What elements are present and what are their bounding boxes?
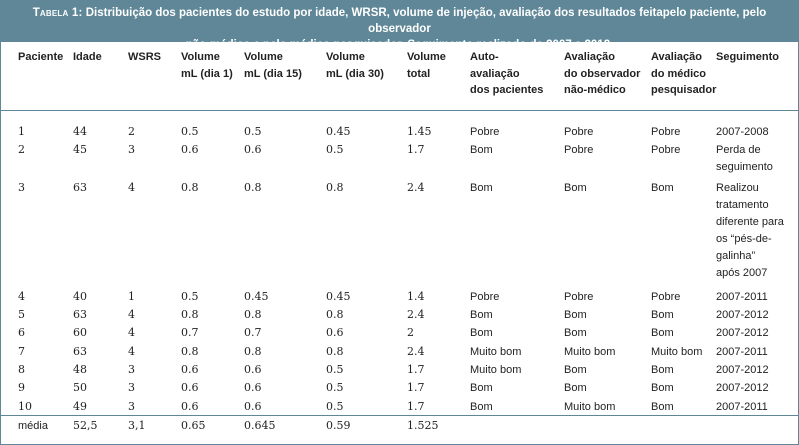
cell-paciente: 9 [18, 381, 25, 394]
cell-avaliacao-observador: Pobre [564, 126, 594, 138]
cell-volume-dia15: 0.8 [244, 181, 262, 194]
col-header-volume-dia30: Volume mL (dia 30) [326, 51, 384, 80]
cell-volume-dia30: 0.5 [326, 143, 344, 156]
cell-auto-avaliacao: Bom [470, 182, 493, 194]
cell-volume-dia15: 0.45 [244, 290, 269, 303]
summary-volume-total: 1.525 [407, 419, 439, 432]
caption-line-2: não-médico e pelo médico pesquisador. Seguimento realizado de 2007 a 2012. [185, 39, 614, 51]
cell-paciente: 4 [18, 290, 25, 303]
cell-volume-dia30: 0.5 [326, 400, 344, 413]
summary-label: média [18, 420, 48, 432]
col-header-auto-avaliacao: Auto- avaliação dos pacientes [470, 51, 544, 96]
cell-volume-total: 2.4 [407, 308, 425, 321]
cell-paciente: 1 [18, 125, 25, 138]
cell-seguimento: os “pés-de- [716, 233, 772, 245]
cell-seguimento: 2007-2012 [716, 327, 769, 339]
cell-idade: 63 [73, 181, 87, 194]
caption-label: Tabela 1: [32, 7, 83, 19]
cell-volume-dia30: 0.8 [326, 308, 344, 321]
cell-volume-dia1: 0.6 [181, 400, 199, 413]
cell-avaliacao-medico: Pobre [651, 144, 681, 156]
cell-idade: 60 [73, 326, 87, 339]
cell-volume-dia30: 0.5 [326, 381, 344, 394]
cell-volume-dia30: 0.6 [326, 326, 344, 339]
cell-avaliacao-observador: Bom [564, 382, 587, 394]
cell-seguimento: 2007-2012 [716, 364, 769, 376]
caption-line-1: Distribuição dos pacientes do estudo por idade, WRSR, volume de injeção, avaliação dos resultados feitapelo paciente, pelo observador [85, 7, 767, 35]
cell-volume-dia30: 0.5 [326, 363, 344, 376]
cell-volume-total: 1.7 [407, 363, 425, 376]
cell-avaliacao-medico: Bom [651, 309, 674, 321]
cell-avaliacao-medico: Muito bom [651, 346, 703, 358]
cell-volume-total: 1.4 [407, 290, 425, 303]
cell-idade: 63 [73, 345, 87, 358]
cell-volume-dia15: 0.6 [244, 381, 262, 394]
cell-volume-dia30: 0.45 [326, 290, 351, 303]
cell-paciente: 2 [18, 143, 25, 156]
cell-idade: 63 [73, 308, 87, 321]
cell-wsrs: 4 [128, 326, 135, 339]
summary-wsrs: 3,1 [128, 419, 146, 432]
cell-avaliacao-medico: Bom [651, 382, 674, 394]
cell-paciente: 3 [18, 181, 25, 194]
cell-auto-avaliacao: Bom [470, 401, 493, 413]
cell-volume-dia1: 0.5 [181, 290, 199, 303]
cell-seguimento: tratamento [716, 199, 769, 211]
cell-seguimento: galinha” [716, 250, 756, 262]
cell-idade: 45 [73, 143, 87, 156]
cell-avaliacao-medico: Bom [651, 182, 674, 194]
cell-seguimento: 2007-2012 [716, 309, 769, 321]
cell-avaliacao-medico: Bom [651, 364, 674, 376]
cell-seguimento: 2007-2012 [716, 382, 769, 394]
col-header-seguimento: Seguimento [716, 51, 779, 63]
col-header-idade: Idade [73, 51, 102, 63]
cell-avaliacao-medico: Bom [651, 401, 674, 413]
cell-wsrs: 4 [128, 308, 135, 321]
col-header-avaliacao-observador: Avaliação do observador não-médico [564, 51, 641, 96]
cell-volume-dia30: 0.8 [326, 181, 344, 194]
cell-avaliacao-observador: Bom [564, 327, 587, 339]
cell-wsrs: 3 [128, 363, 135, 376]
cell-seguimento: diferente para [716, 216, 784, 228]
cell-avaliacao-observador: Pobre [564, 291, 594, 303]
cell-avaliacao-observador: Bom [564, 309, 587, 321]
summary-idade: 52,5 [73, 419, 98, 432]
col-header-volume-dia15: Volume mL (dia 15) [244, 51, 302, 80]
cell-auto-avaliacao: Bom [470, 309, 493, 321]
cell-avaliacao-observador: Muito bom [564, 346, 616, 358]
cell-volume-dia15: 0.6 [244, 143, 262, 156]
cell-idade: 50 [73, 381, 87, 394]
cell-idade: 44 [73, 125, 87, 138]
cell-avaliacao-observador: Bom [564, 182, 587, 194]
cell-volume-dia1: 0.8 [181, 308, 199, 321]
cell-volume-dia15: 0.8 [244, 345, 262, 358]
summary-volume-dia1: 0.65 [181, 419, 206, 432]
cell-volume-dia1: 0.7 [181, 326, 199, 339]
cell-volume-dia15: 0.8 [244, 308, 262, 321]
cell-volume-total: 1.7 [407, 400, 425, 413]
cell-seguimento: 2007-2011 [716, 401, 768, 413]
summary-divider [1, 415, 798, 416]
cell-volume-total: 1.45 [407, 125, 432, 138]
cell-idade: 49 [73, 400, 87, 413]
cell-volume-dia1: 0.8 [181, 181, 199, 194]
cell-volume-dia1: 0.5 [181, 125, 199, 138]
cell-volume-dia15: 0.7 [244, 326, 262, 339]
cell-seguimento: após 2007 [716, 267, 768, 279]
cell-avaliacao-observador: Pobre [564, 144, 594, 156]
col-header-avaliacao-medico: Avaliação do médico pesquisador [651, 51, 717, 96]
cell-seguimento: 2007-2008 [716, 126, 769, 138]
col-header-paciente: Paciente [18, 51, 64, 63]
cell-paciente: 5 [18, 308, 25, 321]
col-header-volume-total: Volume total [407, 51, 446, 80]
cell-wsrs: 3 [128, 400, 135, 413]
cell-seguimento: 2007-2011 [716, 291, 768, 303]
cell-wsrs: 3 [128, 143, 135, 156]
cell-paciente: 8 [18, 363, 25, 376]
cell-volume-dia15: 0.6 [244, 400, 262, 413]
cell-avaliacao-observador: Bom [564, 364, 587, 376]
cell-wsrs: 3 [128, 381, 135, 394]
cell-paciente: 7 [18, 345, 25, 358]
cell-idade: 48 [73, 363, 87, 376]
cell-volume-total: 2.4 [407, 345, 425, 358]
cell-volume-dia30: 0.45 [326, 125, 351, 138]
cell-paciente: 10 [18, 400, 32, 413]
cell-seguimento: 2007-2011 [716, 346, 768, 358]
cell-volume-dia15: 0.6 [244, 363, 262, 376]
cell-volume-total: 1.7 [407, 381, 425, 394]
cell-volume-dia15: 0.5 [244, 125, 262, 138]
cell-auto-avaliacao: Bom [470, 144, 493, 156]
cell-volume-dia1: 0.6 [181, 381, 199, 394]
col-header-volume-dia1: Volume mL (dia 1) [181, 51, 233, 80]
cell-volume-total: 2 [407, 326, 414, 339]
cell-auto-avaliacao: Bom [470, 327, 493, 339]
cell-paciente: 6 [18, 326, 25, 339]
cell-avaliacao-medico: Pobre [651, 126, 681, 138]
cell-volume-dia1: 0.6 [181, 143, 199, 156]
cell-avaliacao-medico: Pobre [651, 291, 681, 303]
table-caption [1, 1, 798, 51]
cell-auto-avaliacao: Muito bom [470, 364, 522, 376]
cell-seguimento: Perda de [716, 144, 761, 156]
cell-wsrs: 4 [128, 345, 135, 358]
summary-volume-dia30: 0.59 [326, 419, 351, 432]
cell-auto-avaliacao: Muito bom [470, 346, 522, 358]
cell-seguimento: seguimento [716, 161, 773, 173]
cell-volume-total: 2.4 [407, 181, 425, 194]
cell-volume-dia30: 0.8 [326, 345, 344, 358]
header-divider [1, 110, 798, 111]
cell-wsrs: 2 [128, 125, 135, 138]
summary-volume-dia15: 0.645 [244, 419, 276, 432]
cell-avaliacao-medico: Bom [651, 327, 674, 339]
cell-wsrs: 1 [128, 290, 135, 303]
cell-auto-avaliacao: Bom [470, 382, 493, 394]
col-header-wsrs: WSRS [128, 51, 161, 63]
cell-idade: 40 [73, 290, 87, 303]
cell-wsrs: 4 [128, 181, 135, 194]
cell-volume-dia1: 0.6 [181, 363, 199, 376]
cell-volume-total: 1.7 [407, 143, 425, 156]
cell-avaliacao-observador: Muito bom [564, 401, 616, 413]
cell-auto-avaliacao: Pobre [470, 126, 500, 138]
cell-seguimento: Realizou [716, 182, 759, 194]
cell-auto-avaliacao: Pobre [470, 291, 500, 303]
cell-volume-dia1: 0.8 [181, 345, 199, 358]
